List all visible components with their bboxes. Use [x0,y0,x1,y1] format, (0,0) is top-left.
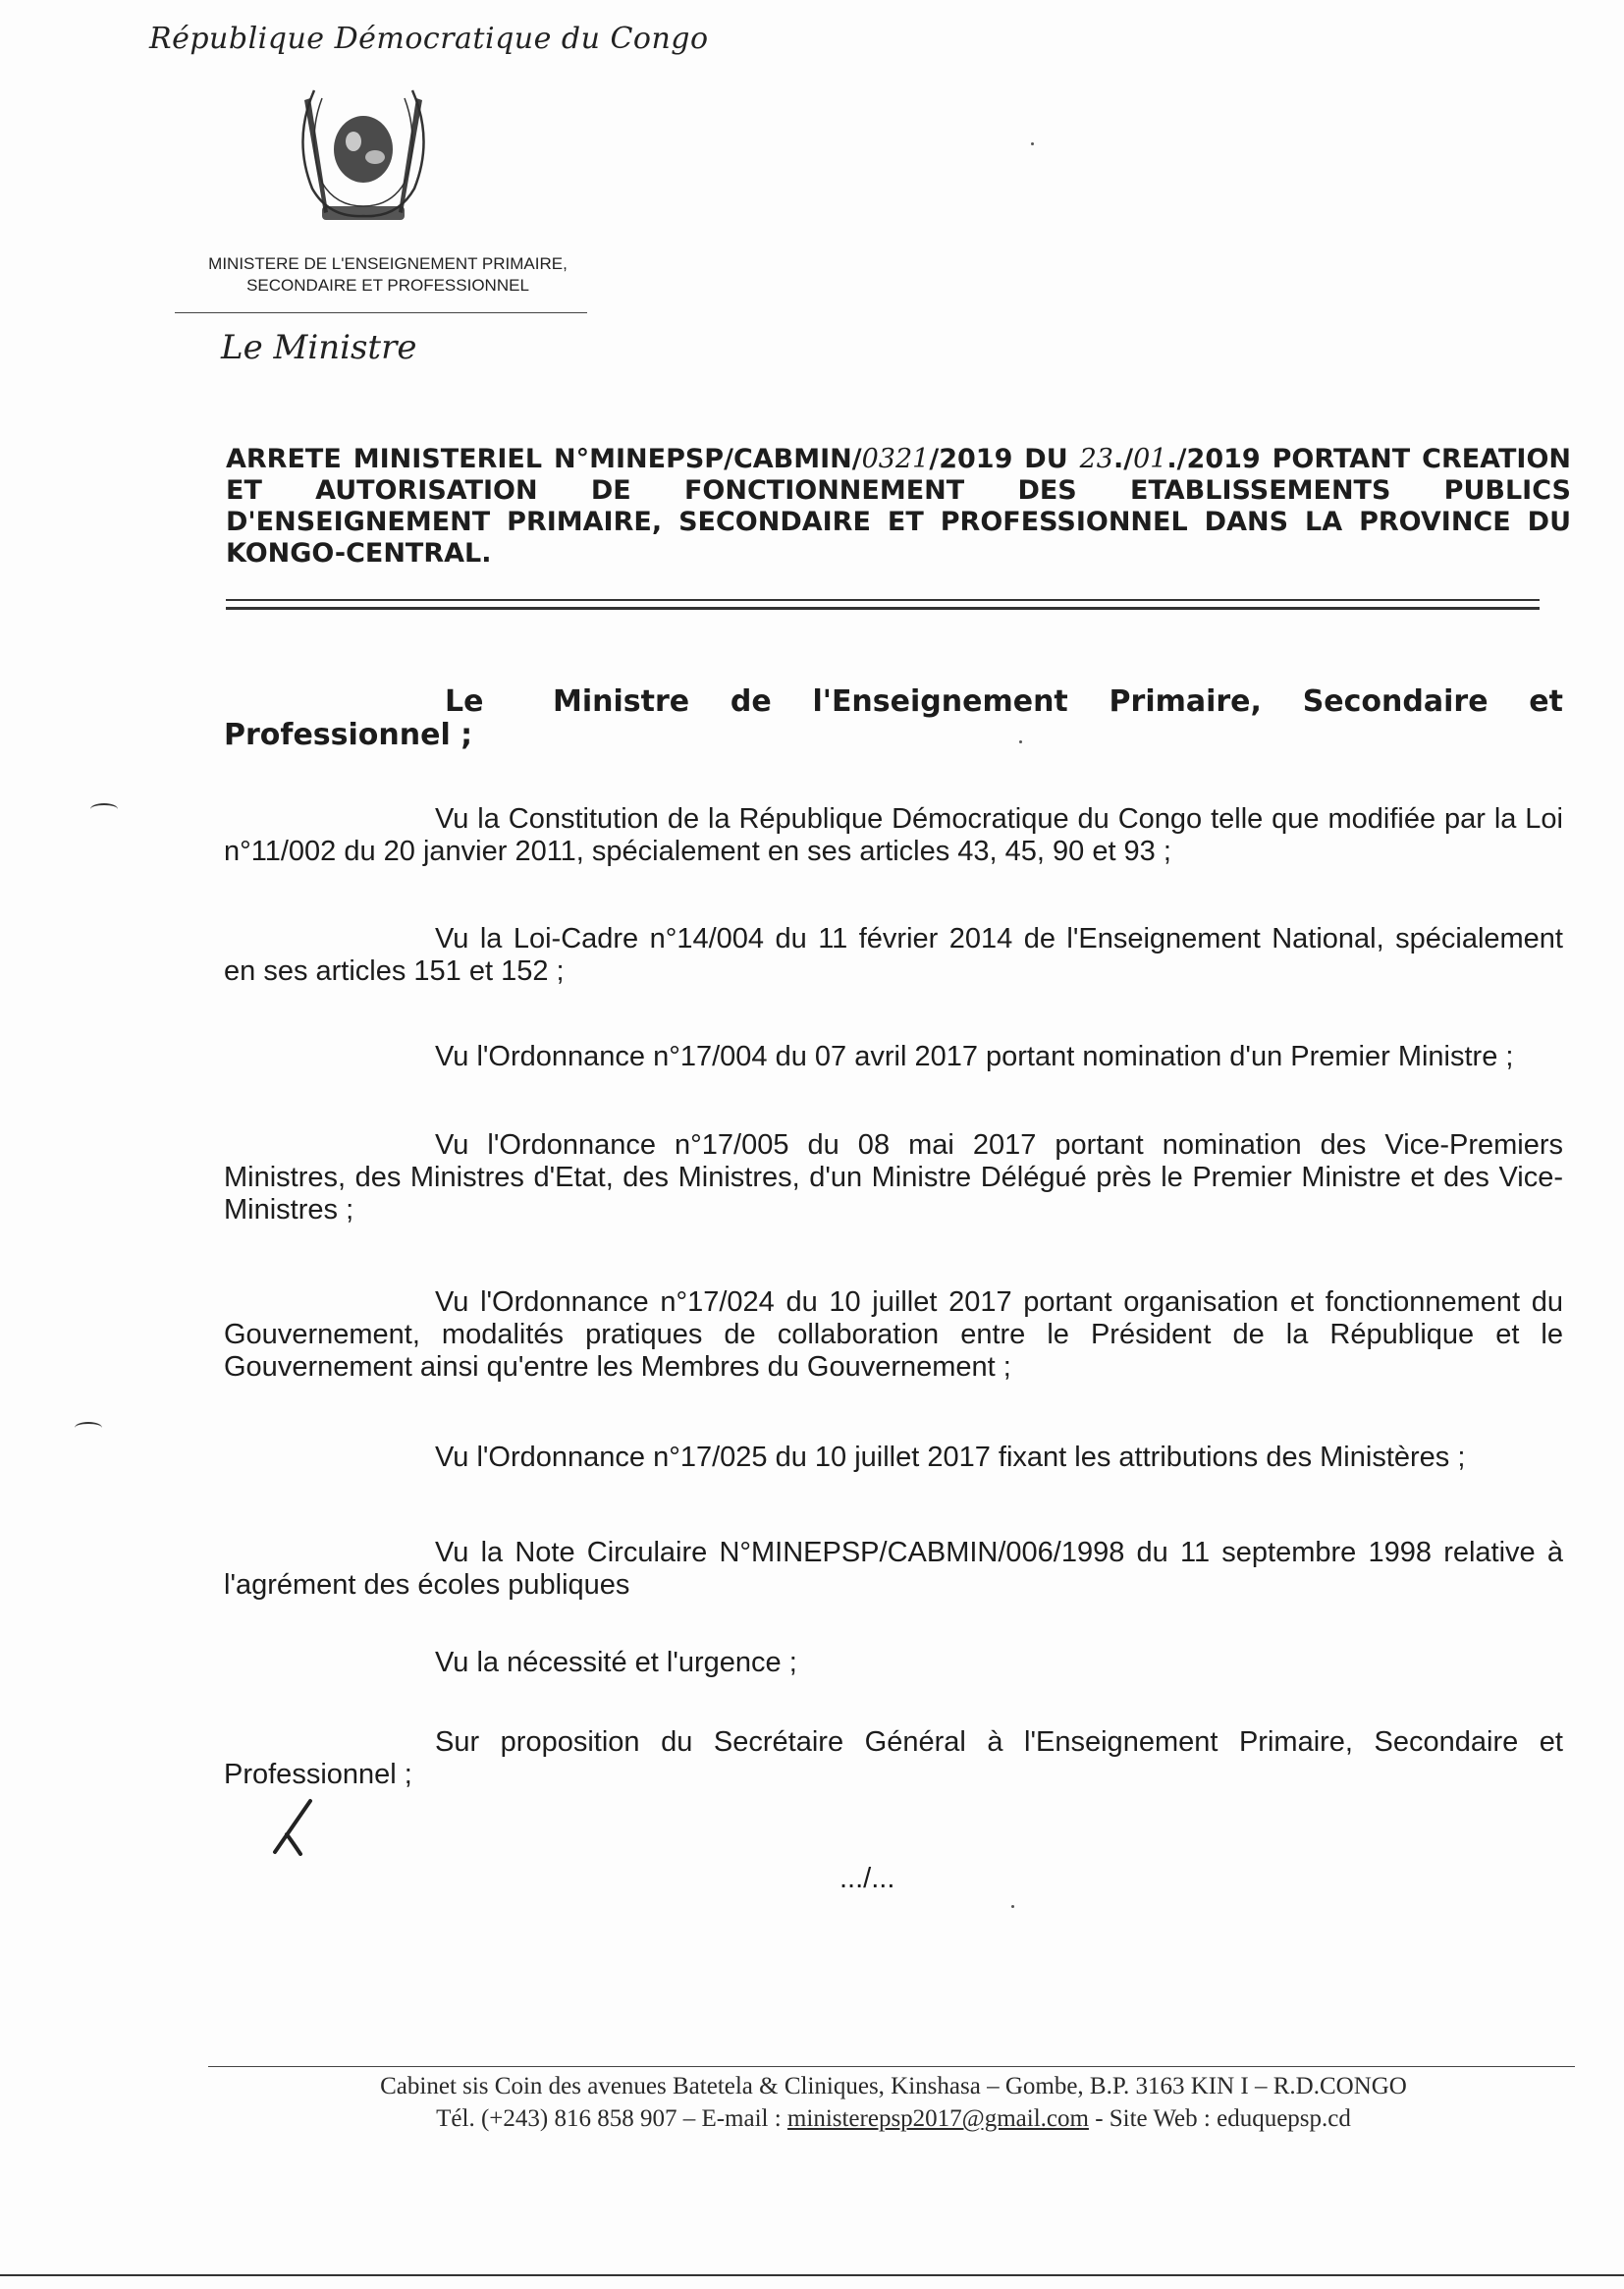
title-text: /2019 DU [929,444,1080,474]
footer-divider [208,2066,1575,2067]
title-underline [226,599,1540,601]
consideration-text: Sur proposition du Secrétaire Général à l'Enseignement Primaire, Secondaire et Professionnel ; [224,1726,1563,1790]
country-name: République Démocratique du Congo [149,22,709,56]
consideration-text: Vu la nécessité et l'urgence ; [435,1647,797,1678]
scan-edge-line [0,2274,1624,2276]
ministry-name [177,253,599,297]
consideration-paragraph [224,803,1563,868]
consideration-paragraph [224,1647,1563,1679]
handwritten-month: 01 [1133,444,1167,474]
consideration-paragraph [224,1041,1563,1073]
consideration-text: Vu l'Ordonnance n°17/025 du 10 juillet 2017 fixant les attributions des Ministères ; [435,1442,1466,1473]
consideration-text: Vu la Constitution de la République Démocratique du Congo telle que modifiée par la Loi n°11/002 du 20 janvier 2011, spécialement en ses articles 43, 45, 90 et 93 ; [224,803,1563,867]
ministry-line-1: MINISTERE DE L'ENSEIGNEMENT PRIMAIRE, [208,254,568,273]
consideration-text: Vu l'Ordonnance n°17/024 du 10 juillet 2017 portant organisation et fonctionnement du Gouvernement, modalités pratiques de collaboration entre le Président de la République et le Gouvernement ainsi qu'entre les Membres du Gouvernement ; [224,1286,1563,1383]
consideration-text: Vu l'Ordonnance n°17/005 du 08 mai 2017 portant nomination des Vice-Premiers Ministres, des Ministres d'Etat, des Ministres, d'un Ministre Délégué près le Premier Ministre et des Vice-Ministres ; [224,1129,1563,1226]
consideration-paragraph [224,1442,1563,1474]
scan-speck [1031,142,1034,145]
consideration-text: Vu la Loi-Cadre n°14/004 du 11 février 2014 de l'Enseignement National, spécialement en ses articles 151 et 152 ; [224,923,1563,987]
handwritten-day: 23 [1079,444,1113,474]
initials-mark [267,1797,316,1856]
signatory-heading: Le Ministre [221,328,417,367]
footer-website: eduquepsp.cd [1217,2105,1351,2132]
consideration-paragraph [224,1286,1563,1384]
handwritten-decree-number: 0321 [861,444,930,474]
consideration-paragraph [224,1129,1563,1226]
coat-of-arms-emblem [285,81,442,236]
title-text: ./2019 PORTANT CREATION ET AUTORISATION DE FONCTIONNEMENT DES ETABLISSEMENTS PUBLICS D'ENSEIGNEMENT PRIMAIRE, SECONDAIRE ET PROFESSIONNEL DANS LA PROVINCE DU KONGO-CENTRAL. [226,444,1571,569]
consideration-text: Vu l'Ordonnance n°17/004 du 07 avril 2017 portant nomination d'un Premier Ministre ; [435,1041,1514,1072]
consideration-paragraph [224,923,1563,988]
footer-email-link[interactable]: ministerepsp2017@gmail.com [786,2105,1089,2132]
title-text: ARRETE MINISTERIEL N°MINEPSP/CABMIN/ [226,444,862,474]
margin-mark [90,803,118,815]
footer-site-label: - Site Web : [1088,2105,1218,2132]
footer-phone: Tél. (+243) 816 858 907 – E-mail : [436,2105,787,2132]
footer-contact [211,2104,1576,2134]
consideration-text: Vu la Note Circulaire N°MINEPSP/CABMIN/006/1998 du 11 septembre 1998 relative à l'agrément des écoles publiques [224,1537,1563,1601]
title-underline-double [226,607,1540,610]
preamble-text: Ministre de l'Enseignement Primaire, Secondaire et Professionnel ; [224,684,1563,752]
header-divider [175,312,587,313]
continuation-mark: .../... [839,1863,895,1894]
consideration-paragraph [224,1726,1563,1791]
preamble-le: Le [445,684,484,719]
scan-speck [1011,1905,1014,1908]
title-text: ./ [1112,444,1134,474]
decree-title [226,444,1571,570]
margin-mark [75,1422,102,1434]
footer-address: Cabinet sis Coin des avenues Batetela & Cliniques, Kinshasa – Gombe, B.P. 3163 KIN I – R.D.CONGO [380,2073,1407,2099]
ministry-line-2: SECONDAIRE ET PROFESSIONNEL [246,276,529,295]
preamble [224,685,1563,752]
consideration-paragraph [224,1537,1563,1602]
